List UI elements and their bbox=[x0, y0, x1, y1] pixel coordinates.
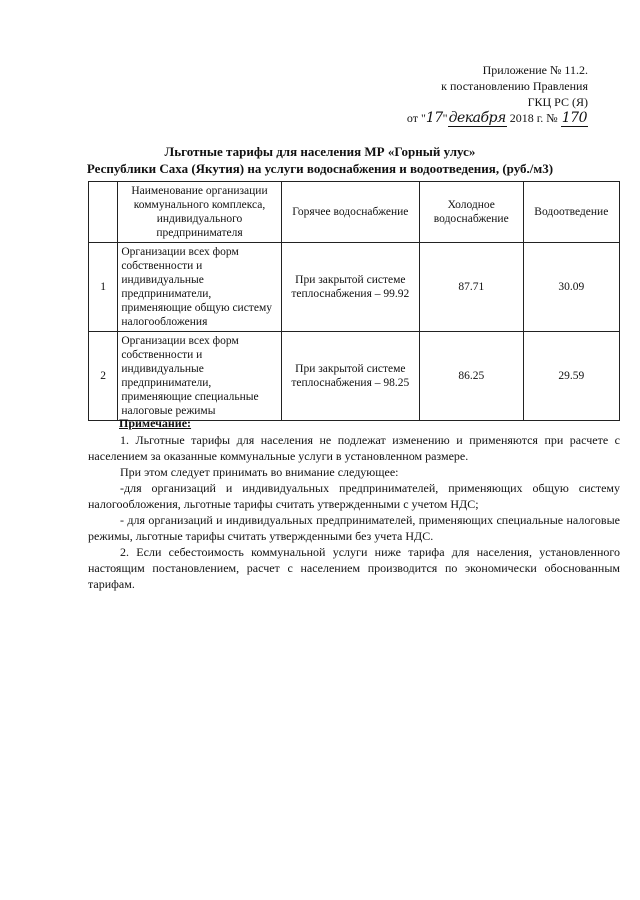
note-paragraph-5: 2. Если себестоимость коммунальной услуги ниже тарифа для населения, установленного настоящим постановлением, расчет с населением производится по экономически обоснованным тарифам. bbox=[88, 545, 620, 591]
appendix-resolution: к постановлению Правления bbox=[441, 79, 588, 93]
row-cold-water: 87.71 bbox=[419, 243, 523, 332]
table-header-row bbox=[89, 182, 620, 243]
handwritten-number: 170 bbox=[561, 110, 587, 126]
appendix-authority: ГКЦ РС (Я) bbox=[527, 95, 588, 109]
row-hot-water: При закрытой системе теплоснабжения – 99.92 bbox=[281, 243, 419, 332]
document-title: Льготные тарифы для населения МР «Горный улус» bbox=[164, 144, 476, 159]
row-cold-water: 86.25 bbox=[419, 332, 523, 421]
note-paragraph-2: При этом следует принимать во внимание следующее: bbox=[120, 465, 399, 479]
note-title: Примечание: bbox=[119, 416, 192, 430]
row-drainage: 30.09 bbox=[523, 243, 619, 332]
appendix-number: Приложение № 11.2. bbox=[482, 63, 588, 77]
appendix-date-row bbox=[368, 110, 588, 126]
header-hot-water: Горячее водоснабжение bbox=[281, 182, 419, 243]
date-quote: " bbox=[442, 111, 448, 125]
row-org: Организации всех форм собственности и индивидуальные предприниматели, применяющие специальные налоговые режимы bbox=[118, 332, 281, 421]
note-paragraph-4: - для организаций и индивидуальных предпринимателей, применяющих специальные налоговые режимы, льготные тарифы считать утвержденными без учета НДС. bbox=[88, 513, 620, 543]
row-num: 1 bbox=[89, 243, 118, 332]
note-paragraph-1: 1. Льготные тарифы для населения не подлежат изменению и применяются при расчете с населением за оказанные коммунальные услуги в установленном размере. bbox=[88, 433, 620, 463]
table-row bbox=[89, 243, 620, 332]
header-num bbox=[89, 182, 118, 243]
date-year: 2018 г. № bbox=[509, 111, 558, 125]
note-body bbox=[88, 432, 620, 592]
handwritten-day: 17 bbox=[425, 110, 443, 126]
table-row bbox=[89, 332, 620, 421]
row-num: 2 bbox=[89, 332, 118, 421]
header-cold-water: Холодное водоснабжение bbox=[419, 182, 523, 243]
tariff-table bbox=[88, 181, 620, 421]
handwritten-month: декабря bbox=[448, 110, 506, 126]
row-drainage: 29.59 bbox=[523, 332, 619, 421]
note-paragraph-3: -для организаций и индивидуальных предпринимателей, применяющих общую систему налогообложения, льготные тарифы считать утвержденными с учетом НДС; bbox=[88, 481, 620, 511]
date-prefix: от " bbox=[406, 111, 426, 125]
document-subtitle: Республики Саха (Якутия) на услуги водоснабжения и водоотведения, (руб./м3) bbox=[86, 161, 554, 176]
header-drainage: Водоотведение bbox=[523, 182, 619, 243]
appendix-block bbox=[368, 62, 588, 126]
header-org: Наименование организации коммунального комплекса, индивидуального предпринимателя bbox=[118, 182, 281, 243]
row-org: Организации всех форм собственности и индивидуальные предприниматели, применяющие общую систему налогообложения bbox=[118, 243, 281, 332]
row-hot-water: При закрытой системе теплоснабжения – 98.25 bbox=[281, 332, 419, 421]
